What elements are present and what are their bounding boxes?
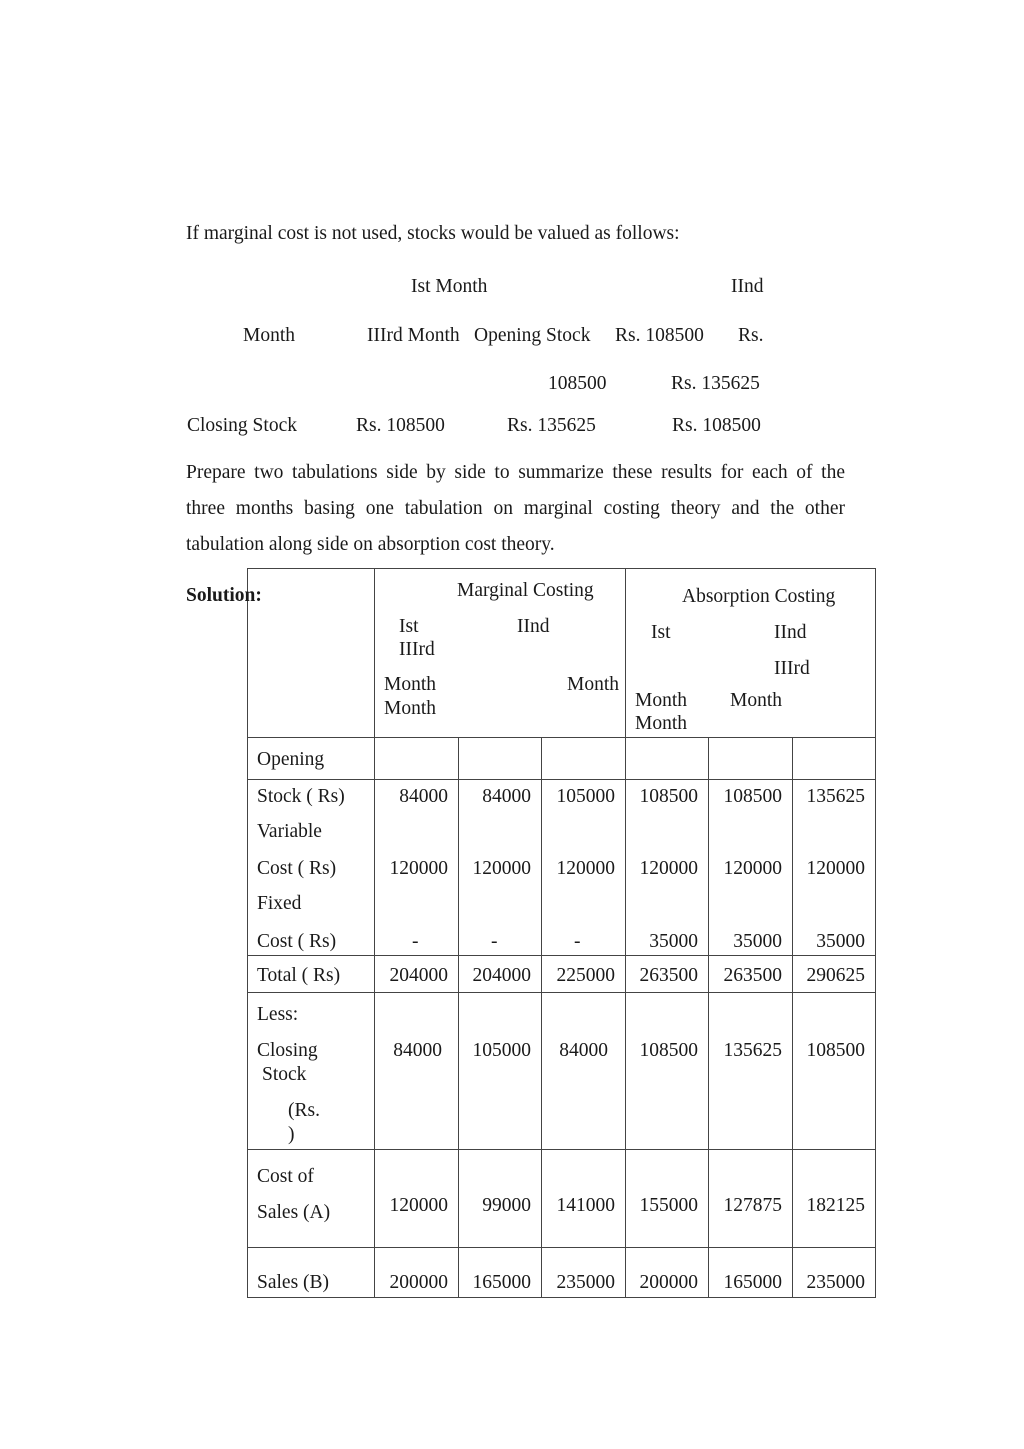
fixed-value: 35000 <box>649 931 698 952</box>
sales-value: 235000 <box>806 1272 865 1293</box>
total-value <box>375 956 459 993</box>
cost-rs-label: Cost ( Rs) <box>257 858 337 879</box>
closing-value: 84000 <box>393 1040 442 1061</box>
variable-value: 120000 <box>472 858 531 879</box>
ac-month: Month <box>635 713 688 734</box>
cos-value: 127875 <box>723 1195 782 1216</box>
value-cell <box>793 1150 876 1248</box>
fixed-value: 35000 <box>733 931 782 952</box>
value-cell <box>542 1150 626 1248</box>
empty-cell <box>709 738 793 780</box>
rs-close-label: ) <box>288 1124 295 1145</box>
empty-cell <box>459 738 542 780</box>
row-label <box>248 993 375 1150</box>
opening-value: 84000 <box>482 786 531 807</box>
closing-value: 105000 <box>472 1040 531 1061</box>
closing-value: 108500 <box>806 1040 865 1061</box>
intro-text: If marginal cost is not used, stocks would be valued as follows: <box>186 223 680 244</box>
stock-label: Stock <box>262 1064 307 1085</box>
paragraph-line: tabulation along side on absorption cost theory. <box>186 534 555 555</box>
solution-table <box>247 568 876 1298</box>
opening-value-1: Rs. 108500 <box>615 325 704 346</box>
cos-value: 141000 <box>556 1195 615 1216</box>
value-cell <box>459 1248 542 1298</box>
closing-value-3: Rs. 108500 <box>672 415 761 436</box>
value-cell <box>793 780 876 956</box>
mc-month: Month <box>384 674 437 695</box>
ac-month: Month <box>730 690 783 711</box>
table-header-row <box>248 569 876 738</box>
value-cell <box>459 1150 542 1248</box>
mc-ist: Ist <box>399 616 419 637</box>
rs-open-label: (Rs. <box>288 1100 320 1121</box>
cost-rs-label: Cost ( Rs) <box>257 931 337 952</box>
total-value <box>626 956 709 993</box>
total-value-text: 204000 <box>472 965 531 986</box>
closing-value-1: Rs. 108500 <box>356 415 445 436</box>
closing-value-2: Rs. 135625 <box>507 415 596 436</box>
value-cell <box>709 780 793 956</box>
stock-rs-label: Stock ( Rs) <box>257 786 345 807</box>
sales-value: 200000 <box>639 1272 698 1293</box>
fixed-value: - <box>574 931 581 952</box>
mc-month: Month <box>567 674 620 695</box>
fixed-value: - <box>491 931 498 952</box>
value-cell <box>542 993 626 1150</box>
total-value <box>709 956 793 993</box>
variable-value: 120000 <box>556 858 615 879</box>
rs-label: Rs. <box>738 325 764 346</box>
closing-value: 135625 <box>723 1040 782 1061</box>
row-label <box>248 780 375 956</box>
row-label <box>248 956 375 993</box>
mc-iiird: IIIrd <box>399 639 435 660</box>
value-cell <box>793 993 876 1150</box>
opening-label: Opening <box>257 749 325 770</box>
opening-value: 105000 <box>556 786 615 807</box>
table-row-total <box>248 956 876 993</box>
total-label: Total ( Rs) <box>257 965 341 986</box>
row-label <box>248 738 375 780</box>
absorption-costing-header <box>626 569 876 738</box>
ac-month: Month <box>635 690 688 711</box>
value-cell <box>459 993 542 1150</box>
iiird-month-label: IIIrd Month <box>367 325 460 346</box>
value-cell <box>459 780 542 956</box>
fixed-value: - <box>412 931 419 952</box>
total-value-text: 204000 <box>389 965 448 986</box>
closing-value: 108500 <box>639 1040 698 1061</box>
sales-value: 200000 <box>389 1272 448 1293</box>
cos-value: 182125 <box>806 1195 865 1216</box>
variable-label: Variable <box>257 821 322 842</box>
value-cell <box>542 780 626 956</box>
table-row-costs <box>248 780 876 956</box>
table-row-opening-label <box>248 738 876 780</box>
sales-value: 165000 <box>723 1272 782 1293</box>
value-cell <box>626 780 709 956</box>
fixed-value: 35000 <box>816 931 865 952</box>
value-cell <box>793 1248 876 1298</box>
ist-month-label: Ist Month <box>411 276 488 297</box>
empty-cell <box>542 738 626 780</box>
value-cell <box>375 1248 459 1298</box>
instructions-paragraph <box>186 455 845 563</box>
mc-iind: IInd <box>517 616 550 637</box>
row-label <box>248 1248 375 1298</box>
variable-value: 120000 <box>389 858 448 879</box>
iind-label: IInd <box>731 276 764 297</box>
header-blank-cell <box>248 569 375 738</box>
ac-ist: Ist <box>651 622 671 643</box>
total-value <box>793 956 876 993</box>
value-cell <box>542 1248 626 1298</box>
total-value-text: 225000 <box>556 965 615 986</box>
total-value-text: 290625 <box>806 965 865 986</box>
value-cell <box>626 1150 709 1248</box>
less-label: Less: <box>257 1004 299 1025</box>
opening-value: 108500 <box>723 786 782 807</box>
marginal-costing-header <box>375 569 626 738</box>
opening-value: 108500 <box>639 786 698 807</box>
paragraph-line: three months basing one tabulation on marginal costing theory and the other <box>186 498 845 519</box>
value-cell <box>709 993 793 1150</box>
table-row-cost-of-sales <box>248 1150 876 1248</box>
sales-b-label: Sales (B) <box>257 1272 330 1293</box>
value-cell <box>375 1150 459 1248</box>
cost-of-label: Cost of <box>257 1166 314 1187</box>
value-cell <box>626 1248 709 1298</box>
cos-value: 99000 <box>482 1195 531 1216</box>
total-value <box>542 956 626 993</box>
value-cell <box>375 780 459 956</box>
fixed-label: Fixed <box>257 893 302 914</box>
solution-label: Solution: <box>186 585 262 606</box>
closing-stock-label: Closing Stock <box>187 415 297 436</box>
cos-value: 155000 <box>639 1195 698 1216</box>
ac-iiird: IIIrd <box>774 658 810 679</box>
opening-value: 84000 <box>399 786 448 807</box>
sales-a-label: Sales (A) <box>257 1202 331 1223</box>
empty-cell <box>375 738 459 780</box>
total-value <box>459 956 542 993</box>
table-row-closing-stock <box>248 993 876 1150</box>
value-cell <box>626 993 709 1150</box>
table-row-sales <box>248 1248 876 1298</box>
mc-month: Month <box>384 698 437 719</box>
total-value-text: 263500 <box>723 965 782 986</box>
opening-value-2: 108500 <box>548 373 607 394</box>
absorption-costing-title: Absorption Costing <box>682 586 836 607</box>
empty-cell <box>626 738 709 780</box>
closing-label: Closing <box>257 1040 318 1061</box>
marginal-costing-title: Marginal Costing <box>457 580 594 601</box>
value-cell <box>709 1248 793 1298</box>
month-label: Month <box>243 325 296 346</box>
variable-value: 120000 <box>639 858 698 879</box>
cos-value: 120000 <box>389 1195 448 1216</box>
row-label <box>248 1150 375 1248</box>
variable-value: 120000 <box>806 858 865 879</box>
ac-iind: IInd <box>774 622 807 643</box>
sales-value: 235000 <box>556 1272 615 1293</box>
sales-value: 165000 <box>472 1272 531 1293</box>
opening-value: 135625 <box>806 786 865 807</box>
empty-cell <box>793 738 876 780</box>
value-cell <box>709 1150 793 1248</box>
variable-value: 120000 <box>723 858 782 879</box>
paragraph-line: Prepare two tabulations side by side to summarize these results for each of the <box>186 462 845 483</box>
total-value-text: 263500 <box>639 965 698 986</box>
closing-value: 84000 <box>559 1040 608 1061</box>
opening-stock-label: Opening Stock <box>474 325 591 346</box>
value-cell <box>375 993 459 1150</box>
opening-value-3: Rs. 135625 <box>671 373 760 394</box>
